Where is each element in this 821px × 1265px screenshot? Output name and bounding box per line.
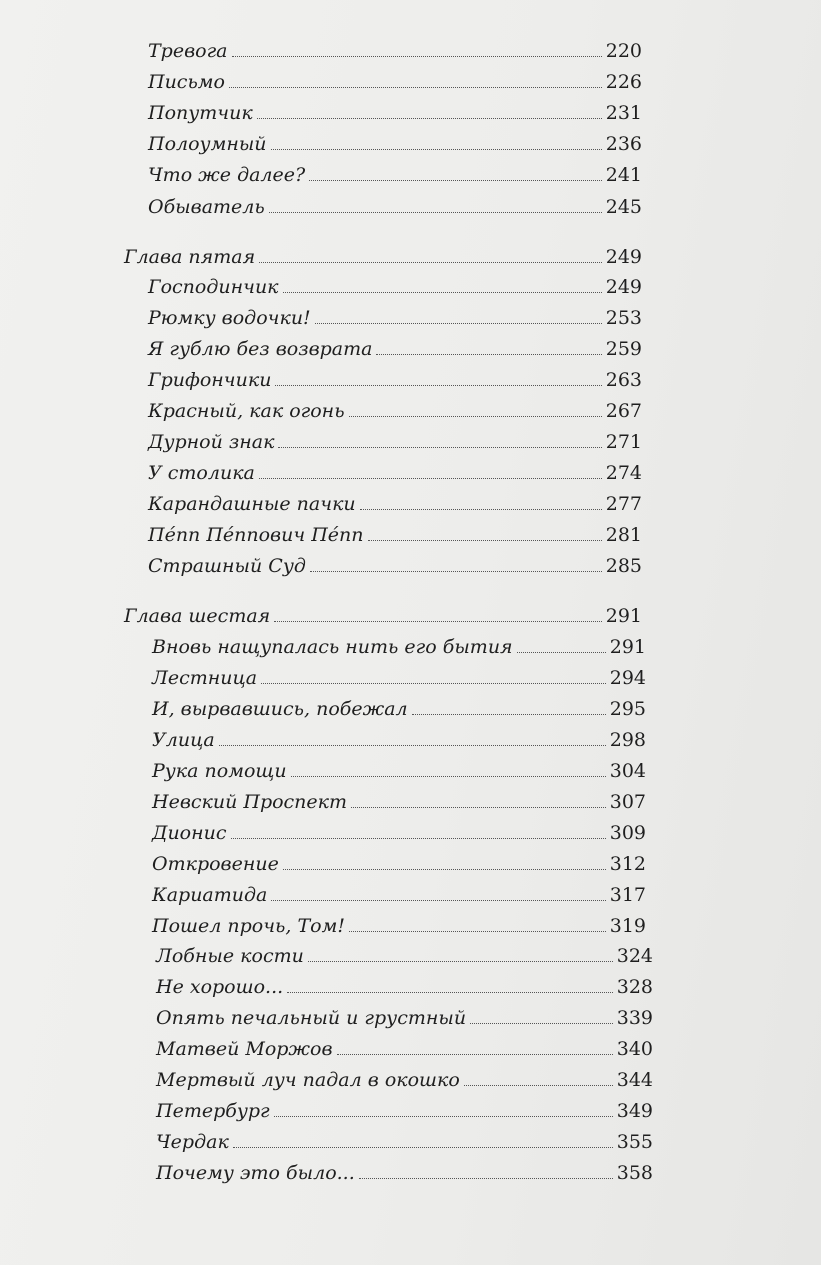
dot-leader	[259, 262, 602, 263]
toc-entry-page: 319	[609, 915, 646, 937]
dot-leader	[219, 745, 606, 746]
dot-leader	[360, 509, 602, 510]
toc-entry-page: 249	[605, 246, 642, 268]
toc-entry-page: 281	[605, 524, 642, 546]
toc-entry	[148, 156, 642, 186]
dot-leader	[283, 869, 606, 870]
dot-leader	[259, 478, 602, 479]
toc-entry	[148, 454, 642, 484]
dot-leader	[287, 992, 613, 993]
toc-entry	[152, 628, 646, 658]
toc-entry	[148, 485, 642, 515]
toc-entry-title: Почему это было...	[156, 1162, 355, 1184]
toc-entry-page: 317	[609, 884, 646, 906]
dot-leader	[231, 838, 606, 839]
toc-entry-page: 304	[609, 760, 646, 782]
dot-leader	[349, 931, 606, 932]
dot-leader	[309, 180, 602, 181]
toc-entry	[152, 690, 646, 720]
toc-entry-title: Вновь нащупалась нить его бытия	[152, 636, 513, 658]
toc-entry	[156, 1030, 653, 1060]
toc-entry	[148, 423, 642, 453]
toc-entry	[148, 392, 642, 422]
dot-leader	[315, 323, 602, 324]
toc-chapter-title: Глава пятая	[124, 246, 256, 268]
toc-entry	[152, 876, 646, 906]
toc-entry-page: 274	[605, 462, 642, 484]
toc-entry	[148, 547, 642, 577]
toc-entry-page: 277	[605, 493, 642, 515]
toc-entry	[152, 752, 646, 782]
toc-entry-page: 328	[616, 976, 653, 998]
toc-entry-page: 294	[609, 667, 646, 689]
toc-entry	[148, 125, 642, 155]
dot-leader	[271, 149, 602, 150]
toc-entry-title: Опять печальный и грустный	[156, 1007, 467, 1029]
dot-leader	[464, 1085, 613, 1086]
dot-leader	[310, 571, 602, 572]
toc-entry-title: Лобные кости	[156, 945, 304, 967]
toc-entry	[148, 299, 642, 329]
toc-entry-page: 349	[616, 1100, 653, 1122]
toc-entry-page: 312	[609, 853, 646, 875]
dot-leader	[308, 961, 613, 962]
toc-entry-title: Откровение	[152, 853, 279, 875]
toc-entry-page: 249	[605, 276, 642, 298]
toc-entry-title: Чердак	[156, 1131, 229, 1153]
toc-entry	[148, 32, 642, 62]
dot-leader	[269, 212, 602, 213]
toc-entry-title: Полоумный	[148, 133, 267, 155]
dot-leader	[257, 118, 602, 119]
toc-entry	[148, 361, 642, 391]
toc-entry	[156, 937, 653, 967]
dot-leader	[351, 807, 606, 808]
dot-leader	[229, 87, 602, 88]
toc-entry	[152, 783, 646, 813]
toc-entry	[152, 721, 646, 751]
toc-entry-title: Дионис	[152, 822, 227, 844]
dot-leader	[274, 621, 601, 622]
toc-entry	[148, 330, 642, 360]
dot-leader	[470, 1023, 613, 1024]
toc-entry-page: 291	[605, 605, 642, 627]
toc-entry-page: 307	[609, 791, 646, 813]
dot-leader	[368, 540, 602, 541]
toc-entry-page: 324	[616, 945, 653, 967]
toc-entry-page: 340	[616, 1038, 653, 1060]
dot-leader	[337, 1054, 613, 1055]
toc-entry-title: Тревога	[148, 40, 228, 62]
toc-entry-title: Я гублю без возврата	[148, 338, 373, 360]
toc-entry-page: 339	[616, 1007, 653, 1029]
toc-chapter	[124, 597, 642, 627]
toc-entry-page: 271	[605, 431, 642, 453]
toc-entry	[152, 814, 646, 844]
toc-entry-page: 220	[605, 40, 642, 62]
dot-leader	[232, 56, 602, 57]
toc-entry-page: 241	[605, 164, 642, 186]
dot-leader	[359, 1178, 613, 1179]
toc-entry-page: 358	[616, 1162, 653, 1184]
toc-entry	[148, 188, 642, 218]
dot-leader	[291, 776, 606, 777]
dot-leader	[376, 354, 601, 355]
toc-entry	[152, 907, 646, 937]
toc-entry-title: Мертвый луч падал в окошко	[156, 1069, 460, 1091]
dot-leader	[517, 652, 606, 653]
toc-entry	[156, 999, 653, 1029]
dot-leader	[274, 1116, 613, 1117]
toc-entry-title: Рука помощи	[152, 760, 287, 782]
toc-entry	[152, 659, 646, 689]
toc-entry-page: 355	[616, 1131, 653, 1153]
toc-entry-title: Страшный Суд	[148, 555, 306, 577]
toc-entry-title: Обыватель	[148, 196, 265, 218]
toc-entry-page: 344	[616, 1069, 653, 1091]
toc-entry-page: 285	[605, 555, 642, 577]
toc-entry-title: Красный, как огонь	[148, 400, 345, 422]
toc-entry-title: Что же далее?	[148, 164, 306, 186]
toc-entry-page: 231	[605, 102, 642, 124]
dot-leader	[275, 385, 601, 386]
toc-entry	[156, 1092, 653, 1122]
toc-entry-page: 291	[609, 636, 646, 658]
toc-entry-title: Дурной знак	[148, 431, 275, 453]
toc-entry-page: 267	[605, 400, 642, 422]
toc-entry	[148, 63, 642, 93]
toc-entry-title: Улица	[152, 729, 215, 751]
toc-entry-title: Невский Проспект	[152, 791, 348, 813]
toc-chapter-title: Глава шестая	[124, 605, 271, 627]
toc-entry-page: 236	[605, 133, 642, 155]
dot-leader	[261, 683, 606, 684]
toc-entry-page: 226	[605, 71, 642, 93]
toc-entry-title: Попутчик	[148, 102, 253, 124]
toc-entry-page: 263	[605, 369, 642, 391]
toc-chapter	[124, 238, 642, 268]
dot-leader	[412, 714, 606, 715]
toc-entry-title: Пошел прочь, Том!	[152, 915, 345, 937]
toc-entry-title: Господинчик	[148, 276, 279, 298]
toc-entry-title: У столика	[148, 462, 255, 484]
toc-entry-title: Письмо	[148, 71, 225, 93]
toc-entry-page: 309	[609, 822, 646, 844]
toc-entry-page: 295	[609, 698, 646, 720]
dot-leader	[278, 447, 601, 448]
dot-leader	[271, 900, 605, 901]
toc-entry-title: Рюмку водочки!	[148, 307, 311, 329]
toc-entry-page: 253	[605, 307, 642, 329]
toc-entry	[148, 268, 642, 298]
toc-entry	[148, 94, 642, 124]
toc-entry-title: Лестница	[152, 667, 258, 689]
dot-leader	[233, 1147, 613, 1148]
toc-entry-title: Кариатида	[152, 884, 268, 906]
toc-entry	[156, 1154, 653, 1184]
toc-entry-page: 245	[605, 196, 642, 218]
toc-entry	[156, 1123, 653, 1153]
toc-entry-title: Грифончики	[148, 369, 272, 391]
toc-entry	[156, 1061, 653, 1091]
toc-entry-title: Петербург	[156, 1100, 270, 1122]
dot-leader	[283, 292, 602, 293]
toc-entry-title: Пéпп Пéппович Пéпп	[148, 524, 364, 546]
toc-entry-page: 259	[605, 338, 642, 360]
toc-entry	[148, 516, 642, 546]
toc-entry-title: Матвей Моржов	[156, 1038, 333, 1060]
toc-entry	[156, 968, 653, 998]
toc-entry	[152, 845, 646, 875]
toc-entry-title: Карандашные пачки	[148, 493, 356, 515]
toc-entry-page: 298	[609, 729, 646, 751]
toc-entry-title: Не хорошо...	[156, 976, 284, 998]
toc-entry-title: И, вырвавшись, побежал	[152, 698, 408, 720]
dot-leader	[349, 416, 602, 417]
